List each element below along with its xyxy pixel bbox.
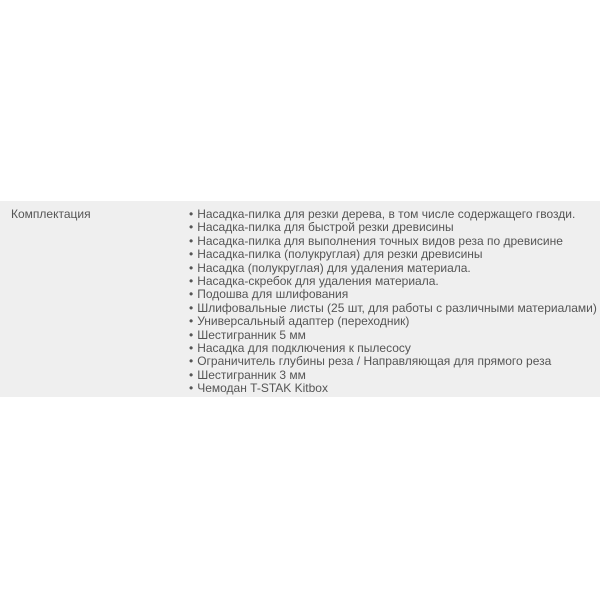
list-item <box>189 369 600 382</box>
list-item-text: Шестигранник 3 мм <box>197 367 306 382</box>
list-item-text: Ограничитель глубины реза / Направляющая для прямого реза <box>197 354 552 369</box>
list-item-text: Шлифовальные листы (25 шт, для работы с различными материалами) <box>197 300 597 315</box>
bullet: • <box>189 300 194 315</box>
bullet: • <box>189 354 194 369</box>
bullet: • <box>189 367 194 382</box>
bullet: • <box>189 274 194 289</box>
list-item <box>189 302 600 315</box>
list-item-text: Насадка-пилка для выполнения точных видов реза по древисине <box>197 233 563 248</box>
list-item <box>189 275 600 288</box>
list-item <box>189 382 600 395</box>
bullet: • <box>189 327 194 342</box>
spec-value <box>189 201 600 397</box>
spec-table-row <box>0 201 600 397</box>
list-item <box>189 355 600 368</box>
list-item-text: Универсальный адаптер (переходник) <box>197 314 410 329</box>
list-item <box>189 262 600 275</box>
list-item-text: Насадка-скребок для удаления материала. <box>197 274 439 289</box>
list-item-text: Насадка для подключения к пылесосу <box>197 341 411 356</box>
bullet: • <box>189 233 194 248</box>
spec-items-list <box>189 208 600 396</box>
list-item-text: Насадка-пилка (полукруглая) для резки древисины <box>197 247 483 262</box>
list-item-text: Чемодан T-STAK Kitbox <box>197 381 328 396</box>
list-item <box>189 208 600 221</box>
list-item-text: Насадка-пилка для быстрой резки древисины <box>197 220 454 235</box>
list-item <box>189 248 600 261</box>
list-item <box>189 288 600 301</box>
list-item <box>189 342 600 355</box>
list-item-text: Подошва для шлифования <box>197 287 349 302</box>
bullet: • <box>189 314 194 329</box>
bullet: • <box>189 341 194 356</box>
list-item-text: Насадка-пилка для резки дерева, в том числе содержащего гвозди. <box>197 207 576 221</box>
list-item <box>189 221 600 234</box>
list-item-text: Шестигранник 5 мм <box>197 327 306 342</box>
list-item-text: Насадка (полукруглая) для удаления материала. <box>197 260 471 275</box>
list-item <box>189 315 600 328</box>
bullet: • <box>189 287 194 302</box>
bullet: • <box>189 220 194 235</box>
bullet: • <box>189 381 194 396</box>
bullet: • <box>189 260 194 275</box>
list-item <box>189 235 600 248</box>
spec-label: Комплектация <box>11 207 91 221</box>
list-item <box>189 329 600 342</box>
bullet: • <box>189 247 194 262</box>
bullet: • <box>189 207 194 221</box>
